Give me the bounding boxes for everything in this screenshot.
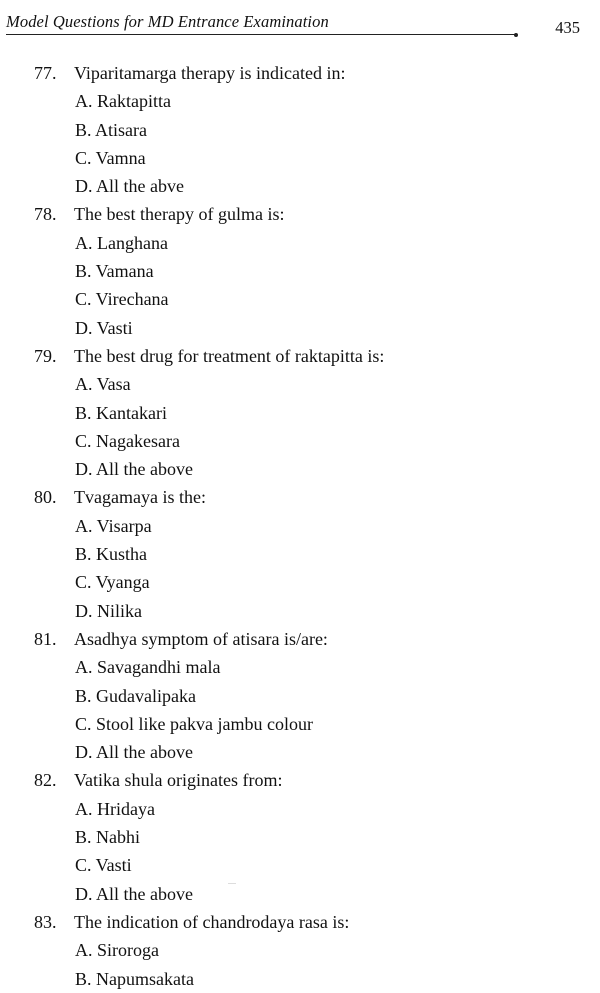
question-stem xyxy=(34,766,594,794)
option-d: D. Nilika xyxy=(75,600,142,621)
option-d: D. All the above xyxy=(75,459,193,480)
question-78 xyxy=(34,200,594,341)
option-a: A. Visarpa xyxy=(75,515,152,536)
option-d: D. Vasti xyxy=(75,317,133,338)
question-number: 80. xyxy=(34,487,57,508)
question-text: Tvagamaya is the: xyxy=(74,487,206,508)
option-c: C. Vyanga xyxy=(75,572,150,593)
option-c: C. Vamna xyxy=(75,147,146,168)
question-number: 77. xyxy=(34,62,57,83)
page-header xyxy=(6,12,592,42)
question-number: 82. xyxy=(34,770,57,791)
option-a: A. Langhana xyxy=(75,232,168,253)
option-b: B. Kantakari xyxy=(75,402,167,423)
option-b: B. Atisara xyxy=(75,119,147,140)
option-a: A. Savagandhi mala xyxy=(75,657,221,678)
question-text: Asadhya symptom of atisara is/are: xyxy=(74,628,328,649)
question-text: The indication of chandrodaya rasa is: xyxy=(74,911,350,932)
question-83 xyxy=(34,908,594,993)
header-rule-end-dot xyxy=(514,33,518,37)
question-number: 78. xyxy=(34,204,57,225)
header-rule xyxy=(6,34,516,35)
option-b: B. Napumsakata xyxy=(75,968,194,989)
question-stem xyxy=(34,483,594,511)
question-number: 83. xyxy=(34,911,57,932)
option-c: C. Nagakesara xyxy=(75,430,180,451)
question-79 xyxy=(34,342,594,483)
question-80 xyxy=(34,483,594,624)
question-text: The best therapy of gulma is: xyxy=(74,204,285,225)
question-82 xyxy=(34,766,594,907)
question-81 xyxy=(34,625,594,766)
question-text: Viparitamarga therapy is indicated in: xyxy=(74,62,346,83)
page-number: 435 xyxy=(555,18,580,37)
option-c: C. Virechana xyxy=(75,289,169,310)
option-c: C. Stool like pakva jambu colour xyxy=(75,713,313,734)
option-a: A. Siroroga xyxy=(75,940,159,961)
option-a: A. Vasa xyxy=(75,374,131,395)
question-77 xyxy=(34,59,594,200)
running-title: Model Questions for MD Entrance Examination xyxy=(6,12,329,31)
option-a: A. Hridaya xyxy=(75,798,155,819)
question-stem xyxy=(34,59,594,87)
option-d: D. All the above xyxy=(75,883,193,904)
option-d: D. All the abve xyxy=(75,176,184,197)
option-a: A. Raktapitta xyxy=(75,91,171,112)
question-stem xyxy=(34,908,594,936)
option-b: B. Gudavalipaka xyxy=(75,685,196,706)
question-text: The best drug for treatment of raktapitta is: xyxy=(74,345,385,366)
question-number: 79. xyxy=(34,345,57,366)
question-stem xyxy=(34,200,594,228)
option-d: D. All the above xyxy=(75,742,193,763)
question-number: 81. xyxy=(34,628,57,649)
question-text: Vatika shula originates from: xyxy=(74,770,283,791)
question-list xyxy=(34,59,594,993)
scan-speck xyxy=(228,883,236,884)
question-stem xyxy=(34,625,594,653)
question-stem xyxy=(34,342,594,370)
option-c: C. Vasti xyxy=(75,855,132,876)
option-b: B. Vamana xyxy=(75,261,154,282)
option-b: B. Kustha xyxy=(75,544,147,565)
option-b: B. Nabhi xyxy=(75,827,140,848)
